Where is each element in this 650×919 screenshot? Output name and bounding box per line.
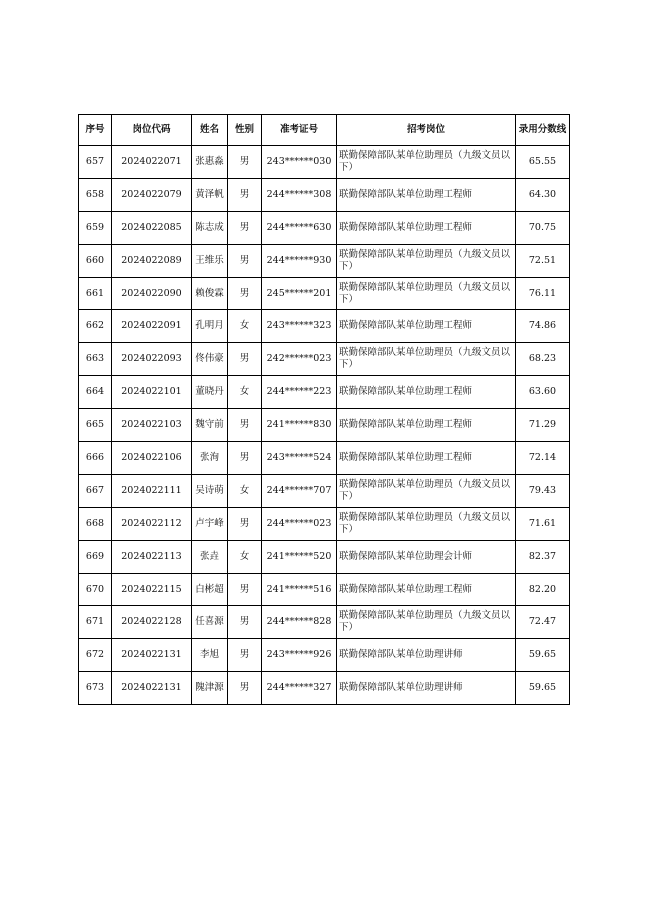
cell-exam-id: 243******524 <box>262 442 337 475</box>
table-row <box>79 343 570 376</box>
cell-exam-id: 244******707 <box>262 474 337 507</box>
cell-cutoff: 63.60 <box>516 376 570 409</box>
cell-position: 联勤保障部队某单位助理工程师 <box>337 211 516 244</box>
cell-name: 李旭 <box>192 639 228 672</box>
cell-name: 吴诗萌 <box>192 474 228 507</box>
table-row <box>79 672 570 705</box>
cell-position: 联勤保障部队某单位助理讲师 <box>337 672 516 705</box>
cell-cutoff: 82.37 <box>516 540 570 573</box>
cell-position: 联勤保障部队某单位助理员（九级文员以下） <box>337 507 516 540</box>
table-row <box>79 639 570 672</box>
cell-exam-id: 244******327 <box>262 672 337 705</box>
cell-index: 663 <box>79 343 112 376</box>
table-row <box>79 540 570 573</box>
cell-exam-id: 244******630 <box>262 211 337 244</box>
cell-name: 孔明月 <box>192 310 228 343</box>
cell-index: 668 <box>79 507 112 540</box>
cell-name: 任喜源 <box>192 606 228 639</box>
cell-post-code: 2024022112 <box>112 507 192 540</box>
cell-cutoff: 72.14 <box>516 442 570 475</box>
table-row <box>79 376 570 409</box>
cell-name: 赖俊霖 <box>192 277 228 310</box>
cell-index: 657 <box>79 146 112 179</box>
cell-position: 联勤保障部队某单位助理员（九级文员以下） <box>337 277 516 310</box>
cell-gender: 女 <box>228 540 262 573</box>
cell-post-code: 2024022101 <box>112 376 192 409</box>
cell-gender: 男 <box>228 442 262 475</box>
cell-gender: 男 <box>228 606 262 639</box>
cell-cutoff: 59.65 <box>516 639 570 672</box>
cell-gender: 男 <box>228 146 262 179</box>
cell-cutoff: 71.29 <box>516 409 570 442</box>
cell-gender: 男 <box>228 178 262 211</box>
cell-post-code: 2024022079 <box>112 178 192 211</box>
cell-post-code: 2024022106 <box>112 442 192 475</box>
cell-index: 661 <box>79 277 112 310</box>
cell-gender: 男 <box>228 409 262 442</box>
cell-index: 665 <box>79 409 112 442</box>
cell-index: 666 <box>79 442 112 475</box>
table-row <box>79 146 570 179</box>
cell-index: 664 <box>79 376 112 409</box>
cell-post-code: 2024022085 <box>112 211 192 244</box>
cell-exam-id: 241******520 <box>262 540 337 573</box>
table-row <box>79 244 570 277</box>
cell-index: 673 <box>79 672 112 705</box>
header-index: 序号 <box>79 115 112 146</box>
cell-exam-id: 245******201 <box>262 277 337 310</box>
cell-post-code: 2024022103 <box>112 409 192 442</box>
cell-cutoff: 74.86 <box>516 310 570 343</box>
table-row <box>79 310 570 343</box>
cell-name: 魏守前 <box>192 409 228 442</box>
cell-position: 联勤保障部队某单位助理员（九级文员以下） <box>337 244 516 277</box>
cell-name: 黄泽帆 <box>192 178 228 211</box>
cell-name: 王维乐 <box>192 244 228 277</box>
cell-cutoff: 65.55 <box>516 146 570 179</box>
cell-position: 联勤保障部队某单位助理工程师 <box>337 442 516 475</box>
cell-gender: 男 <box>228 507 262 540</box>
cell-exam-id: 242******023 <box>262 343 337 376</box>
cell-name: 董晓丹 <box>192 376 228 409</box>
cell-name: 佟伟豪 <box>192 343 228 376</box>
cell-gender: 男 <box>228 639 262 672</box>
cell-index: 667 <box>79 474 112 507</box>
cell-position: 联勤保障部队某单位助理员（九级文员以下） <box>337 606 516 639</box>
cell-position: 联勤保障部队某单位助理工程师 <box>337 409 516 442</box>
table-row <box>79 507 570 540</box>
cell-post-code: 2024022128 <box>112 606 192 639</box>
cell-exam-id: 244******223 <box>262 376 337 409</box>
cell-post-code: 2024022089 <box>112 244 192 277</box>
cell-exam-id: 241******830 <box>262 409 337 442</box>
header-post-code: 岗位代码 <box>112 115 192 146</box>
cell-position: 联勤保障部队某单位助理工程师 <box>337 310 516 343</box>
cell-cutoff: 79.43 <box>516 474 570 507</box>
cell-index: 662 <box>79 310 112 343</box>
cell-name: 张惠淼 <box>192 146 228 179</box>
cell-name: 陈志成 <box>192 211 228 244</box>
header-cutoff: 录用分数线 <box>516 115 570 146</box>
cell-index: 659 <box>79 211 112 244</box>
cell-name: 张洵 <box>192 442 228 475</box>
cell-exam-id: 244******930 <box>262 244 337 277</box>
cell-exam-id: 244******308 <box>262 178 337 211</box>
cell-name: 白彬超 <box>192 573 228 606</box>
table-row <box>79 573 570 606</box>
cell-index: 658 <box>79 178 112 211</box>
table-row <box>79 211 570 244</box>
header-gender: 性别 <box>228 115 262 146</box>
cell-position: 联勤保障部队某单位助理讲师 <box>337 639 516 672</box>
score-table <box>78 114 570 705</box>
cell-position: 联勤保障部队某单位助理员（九级文员以下） <box>337 474 516 507</box>
cell-index: 670 <box>79 573 112 606</box>
cell-position: 联勤保障部队某单位助理员（九级文员以下） <box>337 146 516 179</box>
cell-gender: 男 <box>228 244 262 277</box>
cell-gender: 女 <box>228 310 262 343</box>
cell-cutoff: 72.47 <box>516 606 570 639</box>
cell-gender: 男 <box>228 672 262 705</box>
cell-post-code: 2024022113 <box>112 540 192 573</box>
cell-position: 联勤保障部队某单位助理工程师 <box>337 573 516 606</box>
cell-position: 联勤保障部队某单位助理工程师 <box>337 178 516 211</box>
cell-post-code: 2024022131 <box>112 672 192 705</box>
cell-position: 联勤保障部队某单位助理会计师 <box>337 540 516 573</box>
cell-cutoff: 72.51 <box>516 244 570 277</box>
cell-gender: 男 <box>228 277 262 310</box>
cell-gender: 男 <box>228 211 262 244</box>
cell-cutoff: 59.65 <box>516 672 570 705</box>
cell-gender: 男 <box>228 343 262 376</box>
cell-cutoff: 76.11 <box>516 277 570 310</box>
header-name: 姓名 <box>192 115 228 146</box>
table-row <box>79 409 570 442</box>
cell-post-code: 2024022131 <box>112 639 192 672</box>
cell-index: 671 <box>79 606 112 639</box>
cell-name: 张垚 <box>192 540 228 573</box>
cell-index: 669 <box>79 540 112 573</box>
cell-exam-id: 244******828 <box>262 606 337 639</box>
cell-gender: 女 <box>228 376 262 409</box>
cell-index: 660 <box>79 244 112 277</box>
cell-cutoff: 64.30 <box>516 178 570 211</box>
cell-gender: 女 <box>228 474 262 507</box>
cell-post-code: 2024022071 <box>112 146 192 179</box>
cell-exam-id: 244******023 <box>262 507 337 540</box>
cell-cutoff: 82.20 <box>516 573 570 606</box>
cell-exam-id: 243******926 <box>262 639 337 672</box>
cell-cutoff: 68.23 <box>516 343 570 376</box>
cell-exam-id: 243******323 <box>262 310 337 343</box>
table-row <box>79 178 570 211</box>
cell-post-code: 2024022091 <box>112 310 192 343</box>
table-row <box>79 277 570 310</box>
cell-index: 672 <box>79 639 112 672</box>
cell-post-code: 2024022093 <box>112 343 192 376</box>
cell-cutoff: 71.61 <box>516 507 570 540</box>
table-row <box>79 442 570 475</box>
cell-exam-id: 241******516 <box>262 573 337 606</box>
cell-post-code: 2024022111 <box>112 474 192 507</box>
header-exam-id: 准考证号 <box>262 115 337 146</box>
cell-cutoff: 70.75 <box>516 211 570 244</box>
cell-name: 隗津源 <box>192 672 228 705</box>
cell-post-code: 2024022115 <box>112 573 192 606</box>
cell-gender: 男 <box>228 573 262 606</box>
table-row <box>79 474 570 507</box>
cell-post-code: 2024022090 <box>112 277 192 310</box>
cell-name: 卢宇峰 <box>192 507 228 540</box>
cell-position: 联勤保障部队某单位助理工程师 <box>337 376 516 409</box>
header-row <box>79 115 570 146</box>
cell-exam-id: 243******030 <box>262 146 337 179</box>
cell-position: 联勤保障部队某单位助理员（九级文员以下） <box>337 343 516 376</box>
table-row <box>79 606 570 639</box>
header-position: 招考岗位 <box>337 115 516 146</box>
